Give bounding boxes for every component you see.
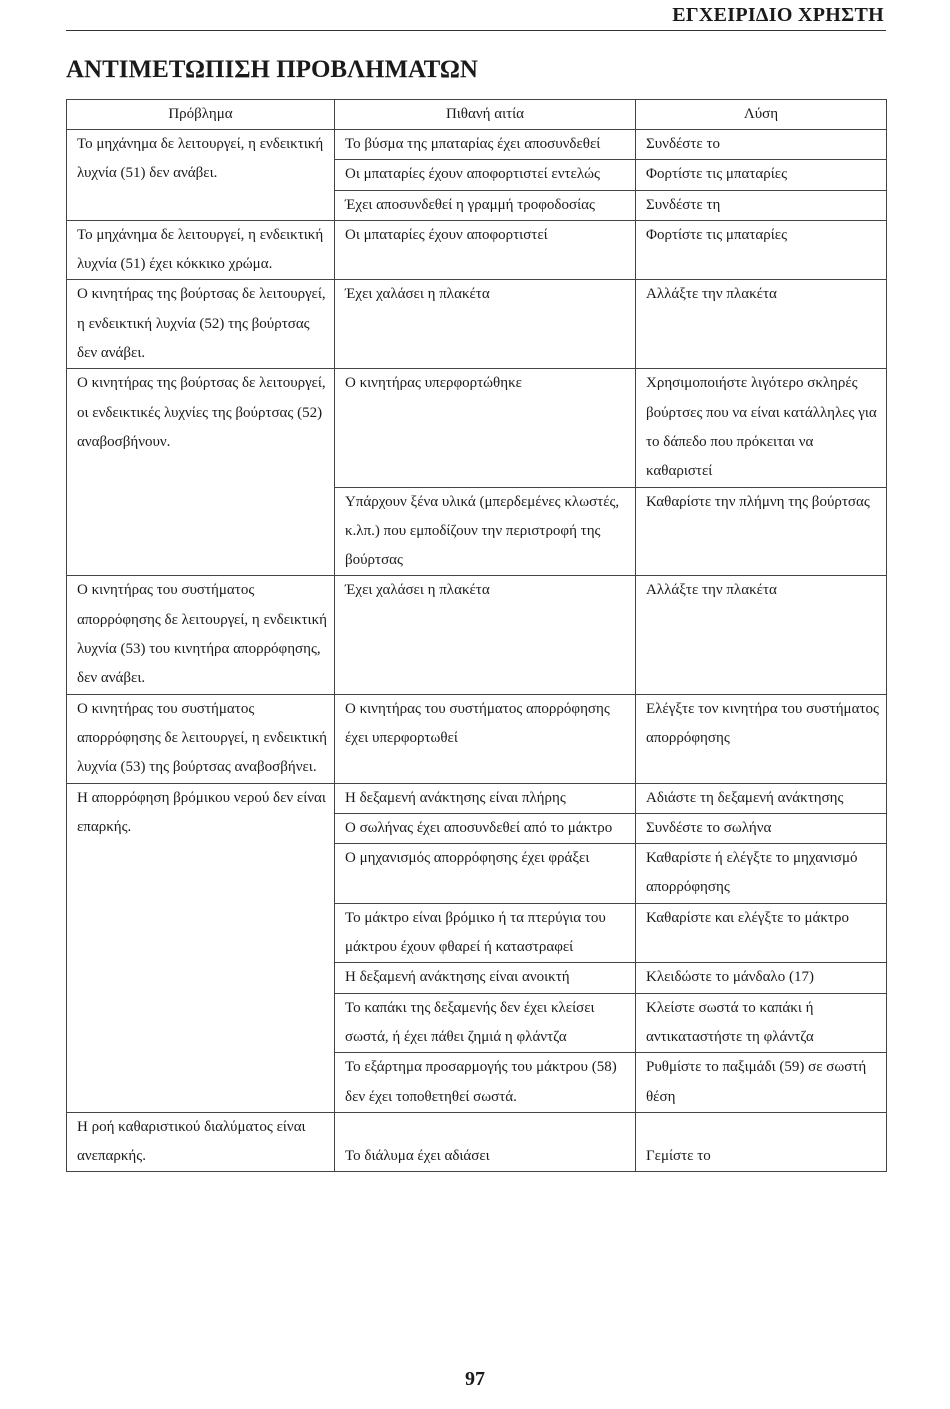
solution-cell: Φορτίστε τις μπαταρίες: [636, 220, 887, 280]
table-row: [67, 220, 887, 280]
problem-cell: Ο κινητήρας της βούρτσας δε λειτουργεί, η ενδεικτική λυχνία (52) της βούρτσας δεν ανάβει.: [67, 280, 335, 369]
cause-cell: Ο κινητήρας του συστήματος απορρόφησης έχει υπερφορτωθεί: [335, 694, 636, 783]
solution-cell: Κλείστε σωστά το καπάκι ή αντικαταστήστε τη φλάντζα: [636, 993, 887, 1053]
table-row: [67, 783, 887, 813]
cause-cell: Το εξάρτημα προσαρμογής του μάκτρου (58) δεν έχει τοποθετηθεί σωστά.: [335, 1053, 636, 1113]
solution-cell: Καθαρίστε ή ελέγξτε το μηχανισμό απορρόφησης: [636, 844, 887, 904]
cause-cell: Η δεξαμενή ανάκτησης είναι πλήρης: [335, 783, 636, 813]
solution-cell: Ρυθμίστε το παξιμάδι (59) σε σωστή θέση: [636, 1053, 887, 1113]
cause-cell: Ο σωλήνας έχει αποσυνδεθεί από το μάκτρο: [335, 813, 636, 843]
solution-cell: Συνδέστε το: [636, 130, 887, 160]
problem-cell: Ο κινητήρας του συστήματος απορρόφησης δε λειτουργεί, η ενδεικτική λυχνία (53) του κινητήρα απορρόφησης, δεν ανάβει.: [67, 576, 335, 694]
solution-cell: Φορτίστε τις μπαταρίες: [636, 160, 887, 190]
cause-cell: Η δεξαμενή ανάκτησης είναι ανοικτή: [335, 963, 636, 993]
page-number: 97: [465, 1368, 485, 1390]
column-header-solution: Λύση: [636, 100, 887, 130]
cause-cell: Έχει χαλάσει η πλακέτα: [335, 576, 636, 694]
solution-cell: Γεμίστε το: [636, 1112, 887, 1172]
column-header-problem: Πρόβλημα: [67, 100, 335, 130]
troubleshooting-table: [66, 99, 887, 1172]
page-title: ΑΝΤΙΜΕΤΩΠΙΣΗ ΠΡΟΒΛΗΜΑΤΩΝ: [66, 56, 478, 83]
problem-cell: Το μηχάνημα δε λειτουργεί, η ενδεικτική λυχνία (51) δεν ανάβει.: [67, 130, 335, 221]
cause-cell: Οι μπαταρίες έχουν αποφορτιστεί εντελώς: [335, 160, 636, 190]
cause-cell: Το καπάκι της δεξαμενής δεν έχει κλείσει σωστά, ή έχει πάθει ζημιά η φλάντζα: [335, 993, 636, 1053]
solution-cell: Αλλάξτε την πλακέτα: [636, 576, 887, 694]
problem-cell: Το μηχάνημα δε λειτουργεί, η ενδεικτική λυχνία (51) έχει κόκκικο χρώμα.: [67, 220, 335, 280]
cause-cell: Έχει αποσυνδεθεί η γραμμή τροφοδοσίας: [335, 190, 636, 220]
cause-cell: Οι μπαταρίες έχουν αποφορτιστεί: [335, 220, 636, 280]
table-row: [67, 576, 887, 694]
solution-cell: Κλειδώστε το μάνδαλο (17): [636, 963, 887, 993]
cause-cell: Το μάκτρο είναι βρόμικο ή τα πτερύγια του μάκτρου έχουν φθαρεί ή καταστραφεί: [335, 903, 636, 963]
table-row: [67, 694, 887, 783]
cause-cell: Ο κινητήρας υπερφορτώθηκε: [335, 369, 636, 487]
cause-cell: Υπάρχουν ξένα υλικά (μπερδεμένες κλωστές, κ.λπ.) που εμποδίζουν την περιστροφή της βούρτσας: [335, 487, 636, 576]
table-row: [67, 280, 887, 369]
header-rule: [66, 30, 886, 31]
problem-cell: Η ροή καθαριστικού διαλύματος είναι ανεπαρκής.: [67, 1112, 335, 1172]
problem-cell: Ο κινητήρας της βούρτσας δε λειτουργεί, οι ενδεικτικές λυχνίες της βούρτσας (52) αναβοσβήνουν.: [67, 369, 335, 576]
cause-cell: Το βύσμα της μπαταρίας έχει αποσυνδεθεί: [335, 130, 636, 160]
table-row: [67, 369, 887, 487]
running-header-title: ΕΓΧΕΙΡΙΔΙΟ ΧΡΗΣΤΗ: [672, 4, 884, 26]
solution-cell: Καθαρίστε την πλήμνη της βούρτσας: [636, 487, 887, 576]
cause-cell: Έχει χαλάσει η πλακέτα: [335, 280, 636, 369]
problem-cell: Η απορρόφηση βρόμικου νερού δεν είναι επαρκής.: [67, 783, 335, 1112]
solution-cell: Ελέγξτε τον κινητήρα του συστήματος απορρόφησης: [636, 694, 887, 783]
solution-cell: Συνδέστε τη: [636, 190, 887, 220]
solution-cell: Καθαρίστε και ελέγξτε το μάκτρο: [636, 903, 887, 963]
table-header-row: [67, 100, 887, 130]
table-body: [67, 130, 887, 1172]
solution-cell: Συνδέστε το σωλήνα: [636, 813, 887, 843]
solution-cell: Αδιάστε τη δεξαμενή ανάκτησης: [636, 783, 887, 813]
cause-cell: Ο μηχανισμός απορρόφησης έχει φράξει: [335, 844, 636, 904]
cause-cell: Το διάλυμα έχει αδιάσει: [335, 1112, 636, 1172]
solution-cell: Χρησιμοποιήστε λιγότερο σκληρές βούρτσες που να είναι κατάλληλες για το δάπεδο που πρόκειται να καθαριστεί: [636, 369, 887, 487]
problem-cell: Ο κινητήρας του συστήματος απορρόφησης δε λειτουργεί, η ενδεικτική λυχνία (53) της βούρτσας αναβοσβήνει.: [67, 694, 335, 783]
column-header-cause: Πιθανή αιτία: [335, 100, 636, 130]
solution-cell: Αλλάξτε την πλακέτα: [636, 280, 887, 369]
table-row: [67, 130, 887, 160]
table-row: [67, 1112, 887, 1172]
